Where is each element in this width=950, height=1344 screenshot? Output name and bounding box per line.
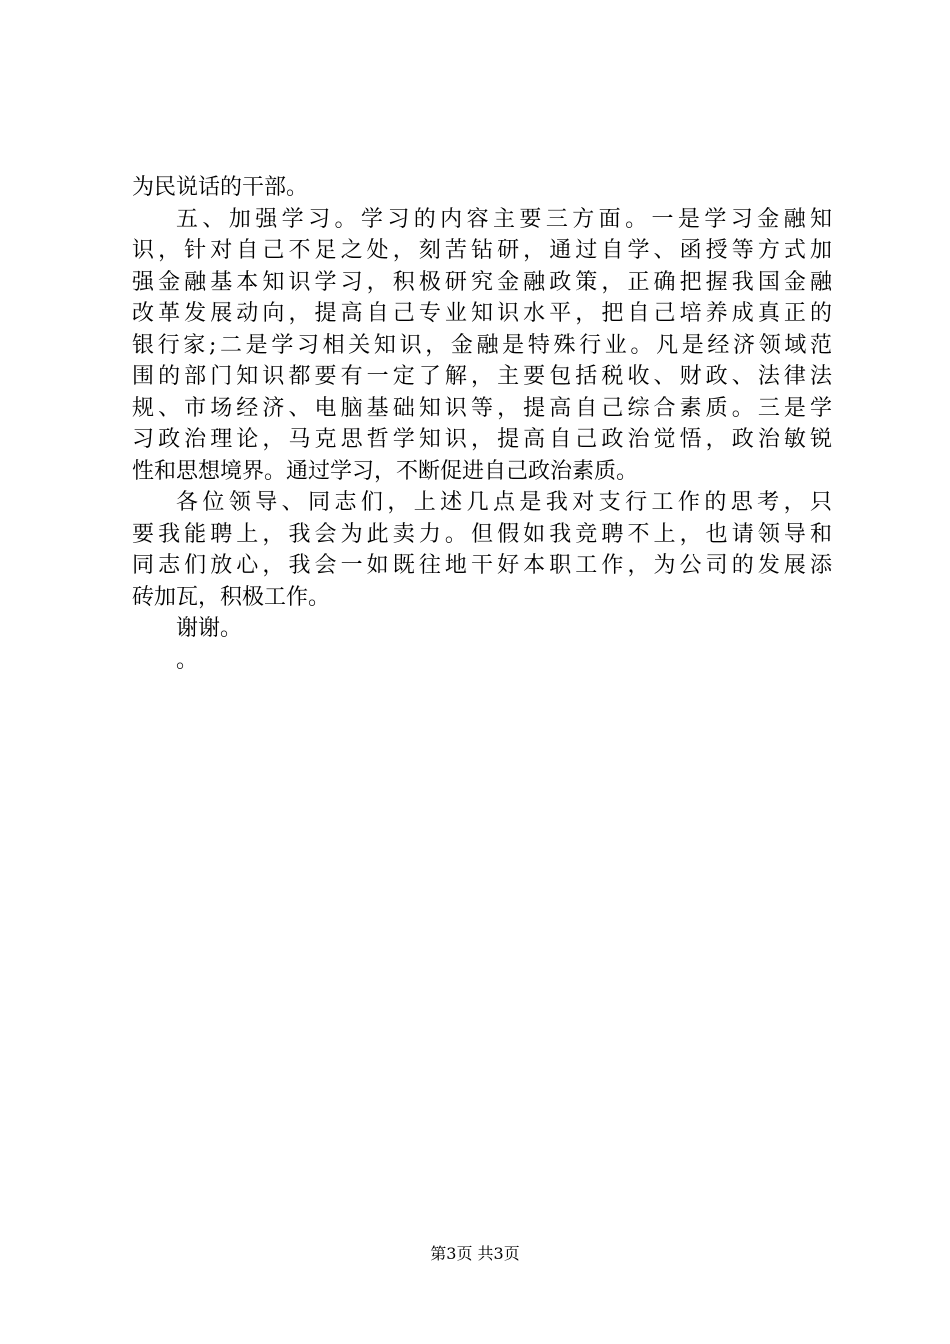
paragraph-study-line: 习政治理论，马克思哲学知识，提高自己政治觉悟，政治敏锐 [132,427,832,452]
thanks-line: 谢谢。 [176,616,243,641]
paragraph-study-line: 五、加强学习。学习的内容主要三方面。一是学习金融知 [176,206,832,232]
paragraph-study-line: 性和思想境界。通过学习，不断促进自己政治素质。 [132,458,639,484]
paragraph-study-line: 识，针对自己不足之处，刻苦钻研，通过自学、函授等方式加 [132,238,832,263]
document-body [132,172,832,676]
paragraph-study-line: 强金融基本知识学习，积极研究金融政策，正确把握我国金融 [132,269,832,295]
paragraph-study-line: 银行家;二是学习相关知识，金融是特殊行业。凡是经济领域范 [132,332,832,358]
paragraph-closing-line: 同志们放心，我会一如既往地干好本职工作，为公司的发展添 [132,553,832,578]
trailing-period-line: 。 [176,647,199,673]
paragraph-closing-line: 砖加瓦，积极工作。 [132,584,331,610]
paragraph-study-line: 改革发展动向，提高自己专业知识水平，把自己培养成真正的 [132,301,832,326]
page-number-footer: 第3页 共3页 [430,1244,520,1263]
paragraph-closing-line: 各位领导、同志们，上述几点是我对支行工作的思考，只 [176,490,832,515]
paragraph-study-line: 围的部门知识都要有一定了解，主要包括税收、财政、法律法 [132,364,832,389]
text-line: 为民说话的干部。 [132,175,309,200]
paragraph-closing-line: 要我能聘上，我会为此卖力。但假如我竞聘不上，也请领导和 [132,521,832,547]
paragraph-study-line: 规、市场经济、电脑基础知识等，提高自己综合素质。三是学 [132,395,832,421]
